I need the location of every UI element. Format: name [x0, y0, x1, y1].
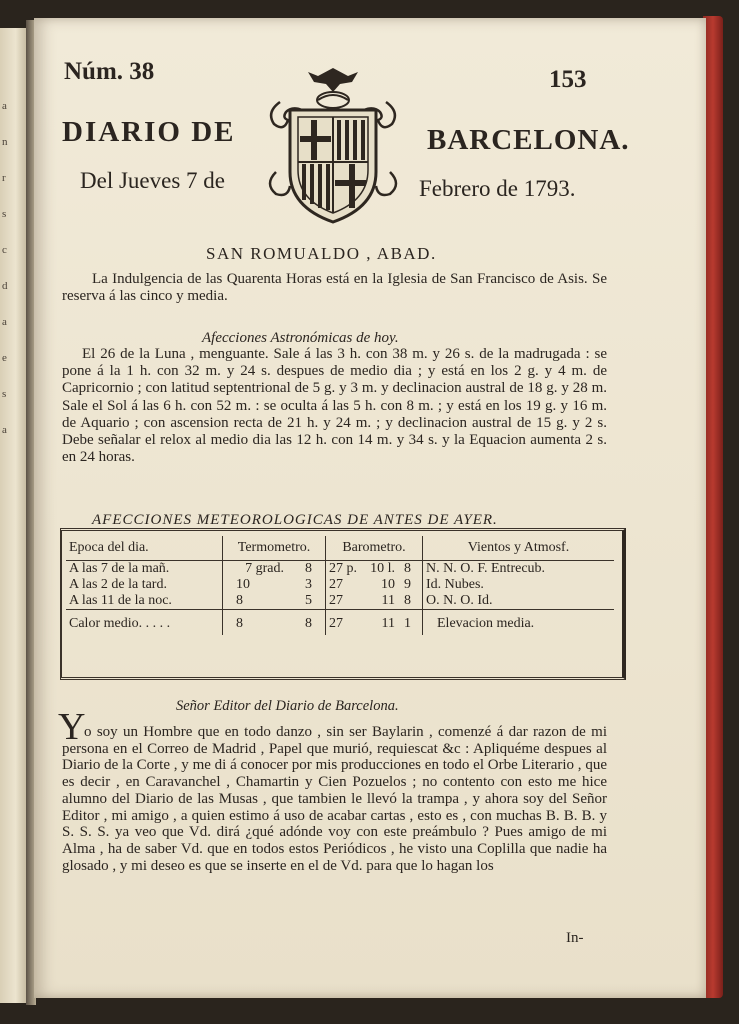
table-row-average: Calor medio. . . . . 8 8 27 11 1 Elevacion media. [66, 610, 614, 636]
barcelona-coat-of-arms-icon [258, 62, 408, 227]
date-left: Del Jueves 7 de [80, 168, 225, 193]
astronomy-text: El 26 de la Luna , menguante. Sale á las 3 h. con 38 m. y 26 s. de la madrugada : se pone á la 1 h. con 32 m. y 24 s. despues de medio dia ; y está en los 2 g. y 4 m. de Capricornio ; con latitud septentrional de 5 g. y 3 m. y declinacion austral de 18 g. y 28 m. Sale el Sol á las 6 h. con 52 m. : se oculta á las 5 h. con 8 m. ; y está en los 19 g. y 16 m. de Aquario ; con ascension recta de 21 h. y 24 m. ; y declinacion austral de 15 g. y 2 s. Debe señalar el relox al medio dia las 12 h. con 14 m. y 34 s. y la Equacion aumenta 2 s. en 24 horas. [62, 346, 607, 466]
masthead-title-left: DIARIO DE [62, 116, 236, 148]
date-right: Febrero de 1793. [419, 176, 576, 201]
meteorology-heading: AFECCIONES METEOROLOGICAS DE ANTES DE AYER. [92, 512, 498, 528]
saint-of-the-day: SAN ROMUALDO , ABAD. [206, 244, 437, 263]
letter-dropcap: Y [58, 706, 86, 748]
table-row: A las 7 de la mañ. 7 grad. 8 27 p. 10 l. 8 N. N. O. F. Entrecub. [66, 561, 614, 578]
table-row: A las 2 de la tard. 10 3 27 10 9 Id. Nubes. [66, 577, 614, 593]
astronomy-heading: Afecciones Astronómicas de hoy. [202, 330, 399, 346]
catchword: In- [566, 930, 584, 946]
letter-heading: Señor Editor del Diario de Barcelona. [176, 698, 399, 714]
meteorology-table [66, 536, 614, 635]
issue-number: Núm. 38 [64, 58, 155, 85]
masthead-title-right: BARCELONA. [427, 124, 630, 156]
table-header-row [66, 536, 614, 561]
red-page-edge [703, 16, 723, 998]
indulgence-notice: La Indulgencia de las Quarenta Horas está en la Iglesia de San Francisco de Asis. Se reserva á las cinco y media. [62, 271, 607, 304]
page-number: 153 [549, 66, 587, 93]
letter-text: o soy un Hombre que en todo danzo , sin ser Baylarin , comenzé á dar razon de mi persona en el Correo de Madrid , Papel que murió, requiescat &c : Apliquéme despues al Diario de la Corte , y me di á conocer por mis producciones en todo el Orbe Literario , que es decir , en Caravanchel , Chamartin y Cien Pozuelos ; no contento con esto me hice alumno del Diario de las Musas , que tambien le llevó la trampa , y ahora soy del Señor Editor , mi amigo , a quien estimo á uso de acabar cartas , esto es , con muchas B. B. B. y S. S. S. ya veo que Vd. dirá ¿qué adónde voy con este preámbulo ? Pues amigo de mi Alma , ha de saber Vd. que en todos estos Periódicos , he visto una Coplilla que nadie ha glosado , y mi deseo es que se inserte en el de Vd. para que lo hagan los [62, 724, 607, 874]
table-row: A las 11 de la noc. 8 5 27 11 8 O. N. O. Id. [66, 593, 614, 610]
header-epoch: Epoca del dia. [66, 536, 223, 561]
facing-page-letters: a n r s c d a e s a [2, 100, 8, 436]
header-barometer: Barometro. [326, 536, 423, 561]
header-thermometer: Termometro. [223, 536, 326, 561]
facing-page-edge [0, 28, 27, 1003]
newspaper-page [34, 18, 706, 998]
header-winds: Vientos y Atmosf. [423, 536, 615, 561]
